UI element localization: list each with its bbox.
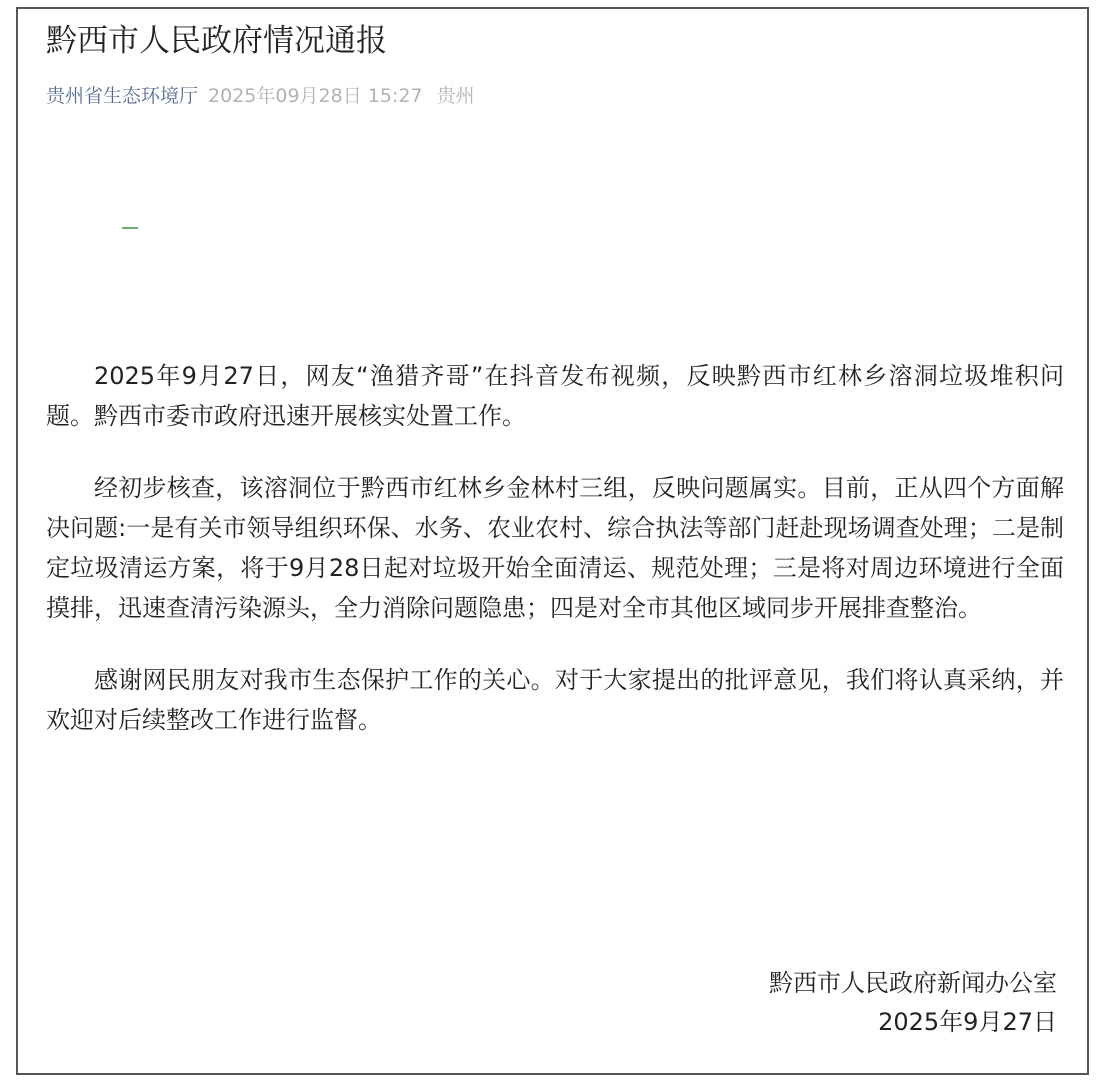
paragraph: 经初步核查，该溶洞位于黔西市红林乡金林村三组，反映问题属实。目前，正从四个方面解决问题:一是有关市领导组织环保、水务、农业农村、综合执法等部门赶赴现场调查处理；二是制定垃圾清运方案，将于9月28日起对垃圾开始全面清运、规范处理；三是将对周边环境进行全面摸排，迅速查清污染源头，全力消除问题隐患；四是对全市其他区域同步开展排查整治。 — [46, 474, 1064, 622]
publish-location: 贵州 — [436, 85, 475, 107]
article-title: 黔西市人民政府情况通报 — [46, 23, 387, 59]
article-body — [46, 356, 1064, 772]
signature-date: 2025年9月27日 — [878, 1008, 1057, 1036]
paragraph: 感谢网民朋友对我市生态保护工作的关心。对于大家提出的批评意见，我们将认真采纳，并欢迎对后续整改工作进行监督。 — [46, 666, 1064, 734]
decorative-dash — [122, 227, 138, 229]
article-meta — [46, 83, 475, 109]
signature-block — [769, 964, 1057, 1042]
source-account-link[interactable]: 贵州省生态环境厅 — [46, 85, 199, 107]
paragraph: 2025年9月27日，网友“渔猎齐哥”在抖音发布视频，反映黔西市红林乡溶洞垃圾堆积问题。黔西市委市政府迅速开展核实处置工作。 — [46, 362, 1064, 430]
publish-datetime: 2025年09月28日 15:27 — [208, 85, 423, 107]
article-frame — [16, 7, 1089, 1075]
signature-org: 黔西市人民政府新闻办公室 — [769, 969, 1057, 997]
